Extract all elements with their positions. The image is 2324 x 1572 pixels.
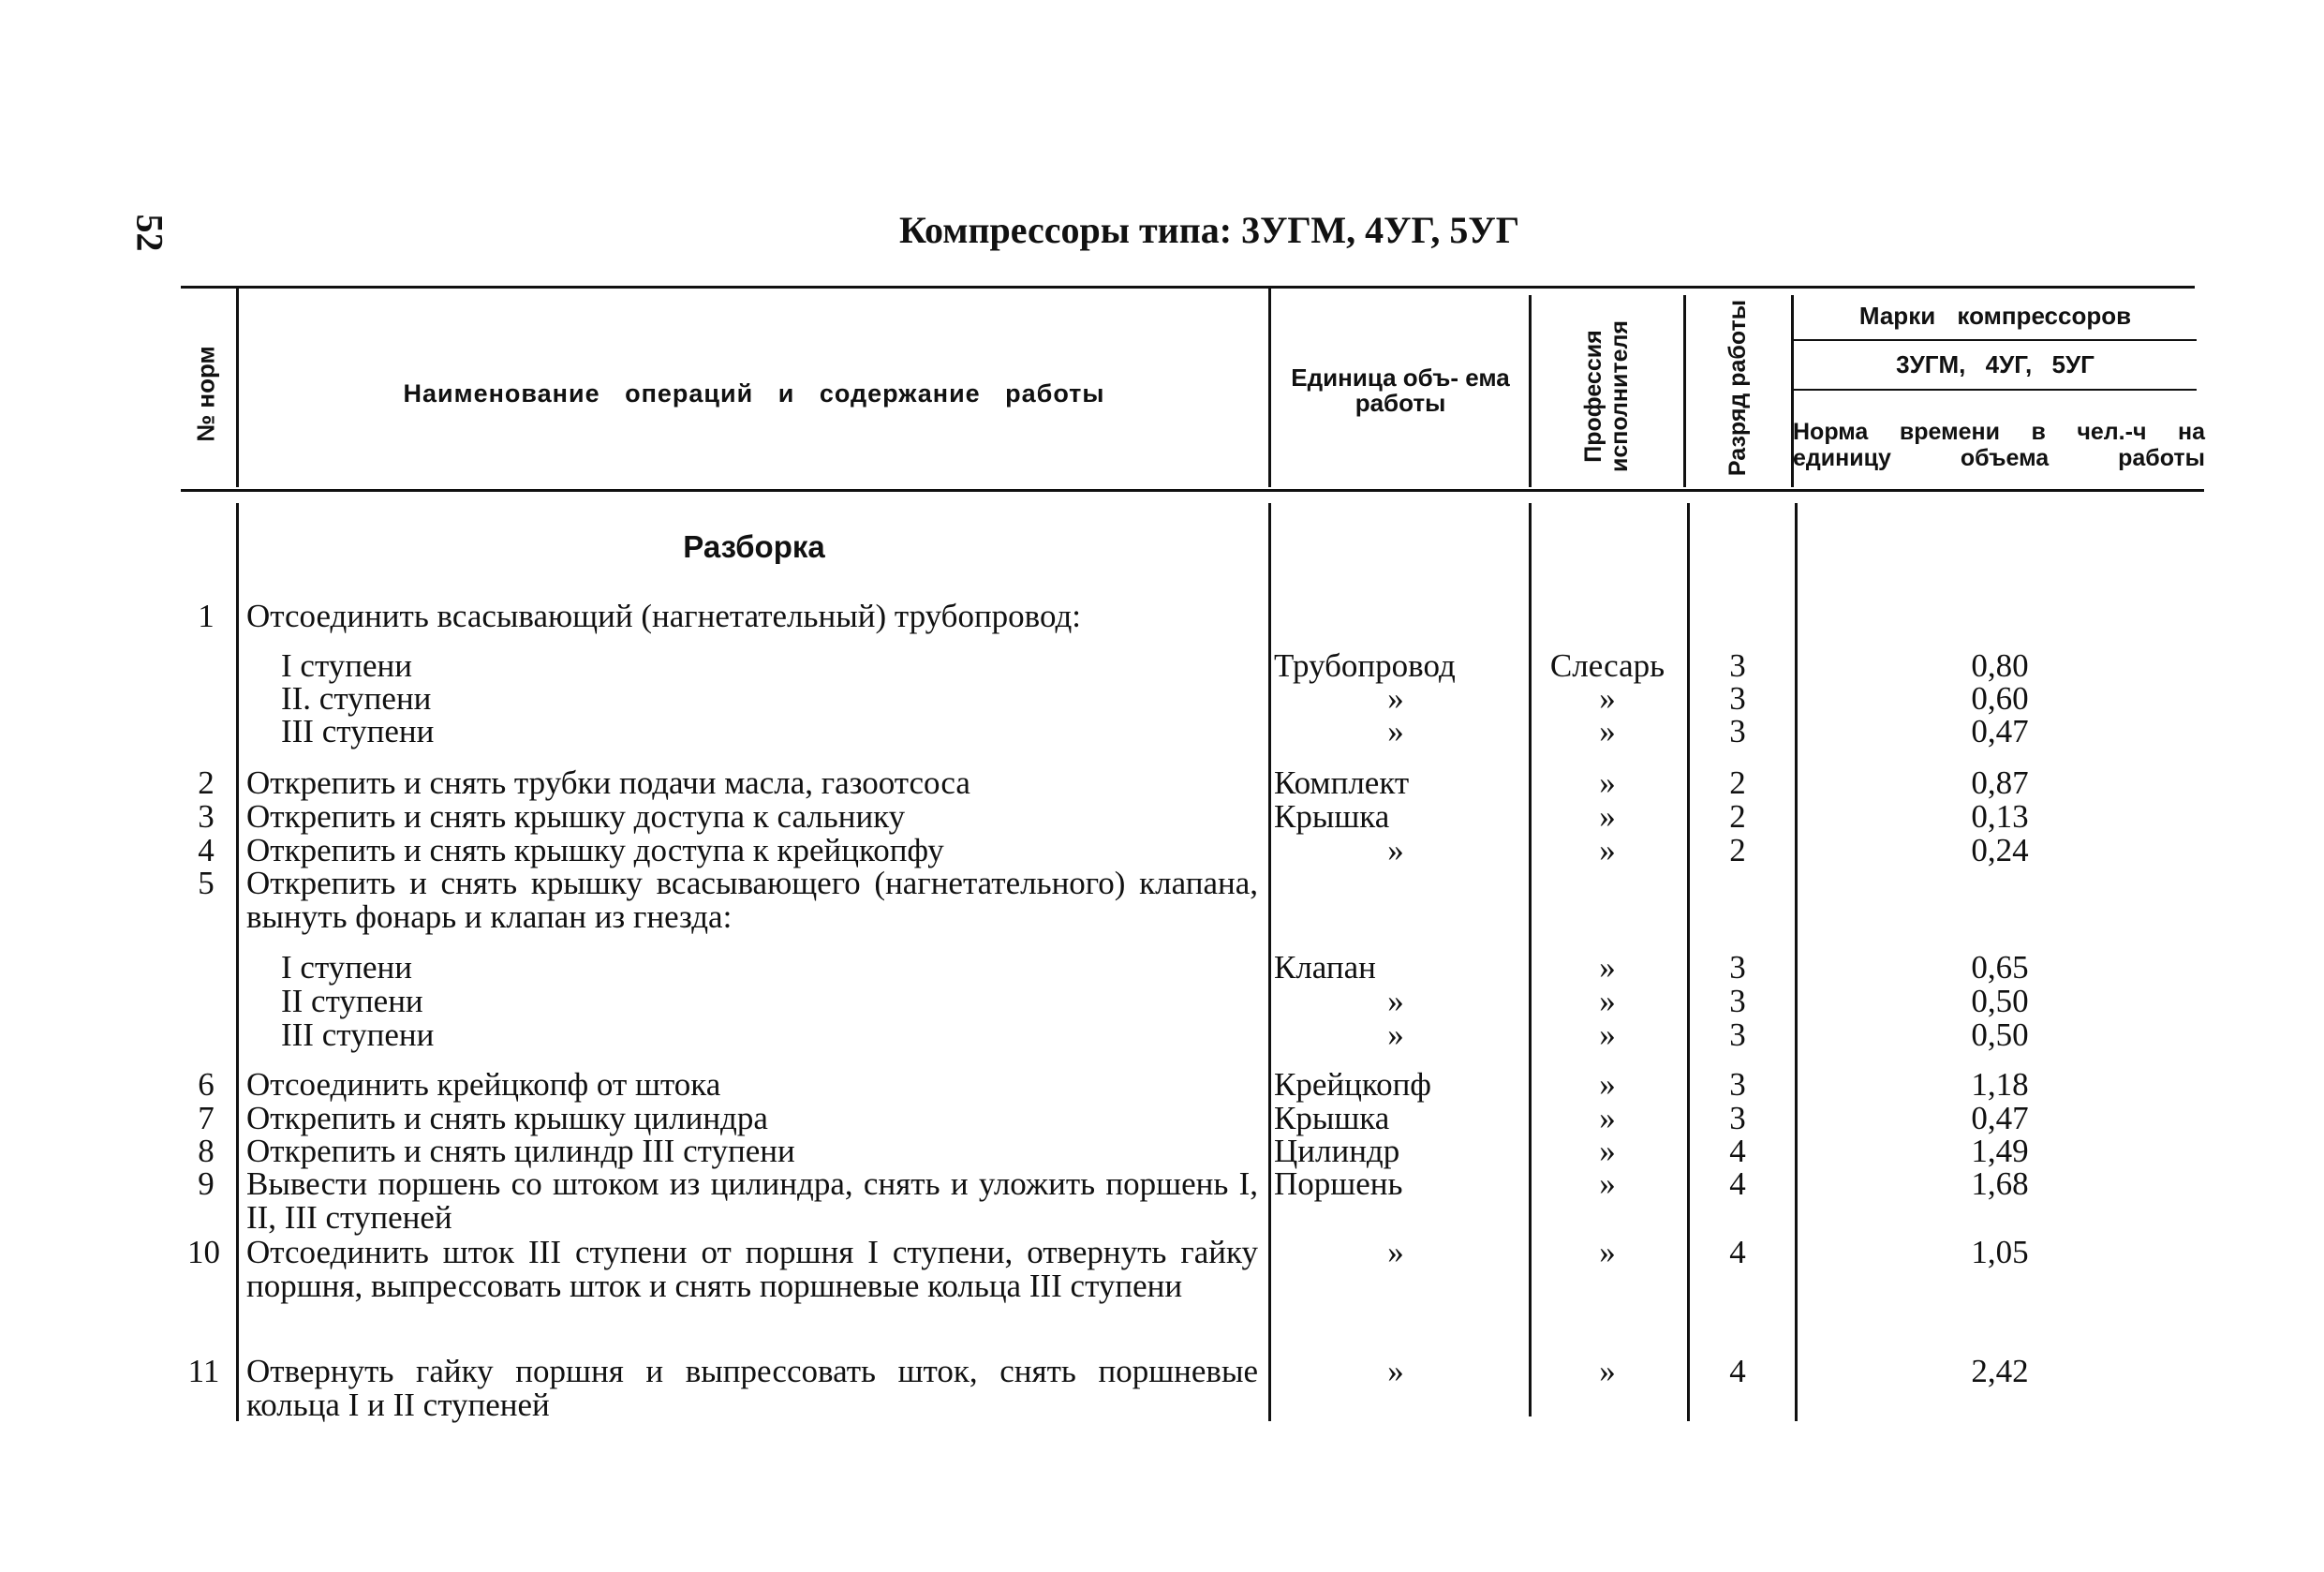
header-bottom-rule [181,489,2204,492]
row-grade: 4 [1729,1133,1746,1169]
row-unit: Комплект [1274,764,1410,801]
row-norm: 0,47 [1971,1100,2029,1136]
row-unit: » [1387,1016,1404,1053]
row-unit: » [1387,1234,1404,1270]
header-name: Наименование операций и содержание работы [403,379,1105,408]
row-norm: 1,05 [1971,1234,2029,1270]
brands-rule [1794,339,2197,341]
row-grade: 3 [1729,680,1746,717]
row-num: 2 [198,764,215,801]
row-grade: 2 [1729,832,1746,868]
row-profession: Слесарь [1549,647,1665,684]
row-profession: » [1599,1353,1616,1389]
header-grade: Разряд работы [1724,299,1751,477]
row-norm: 0,50 [1971,1016,2029,1053]
row-norm: 0,47 [1971,713,2029,749]
row-grade: 3 [1729,1066,1746,1103]
row-num: 7 [198,1100,215,1136]
row-norm: 1,49 [1971,1133,2029,1169]
row-num: 5 [198,865,215,901]
row-num: 6 [198,1066,215,1103]
row-unit: Трубопровод [1274,647,1456,684]
row-grade: 3 [1729,949,1746,986]
col-rule-4-head [1683,295,1686,487]
row-grade: 4 [1729,1353,1746,1389]
row-name: I ступени [281,949,412,986]
row-name: Открепить и снять крышку всасывающего (нагнетательного) клапана, вынуть фонарь и клапан из гнезда: [246,865,1258,935]
row-name: Отсоединить крейцкопф от штока [246,1066,721,1103]
row-profession: » [1599,764,1616,801]
section-title: Разборка [683,529,825,564]
row-profession: » [1599,832,1616,868]
row-name: II ступени [281,983,423,1019]
row-unit: » [1387,1353,1404,1389]
row-unit: » [1387,983,1404,1019]
row-unit: Поршень [1274,1165,1403,1202]
row-norm: 0,50 [1971,983,2029,1019]
row-grade: 4 [1729,1234,1746,1270]
row-name: Отсоединить всасывающий (нагнетательный) трубопровод: [246,598,1081,634]
row-unit: » [1387,832,1404,868]
row-profession: » [1599,1066,1616,1103]
row-num: 8 [198,1133,215,1169]
row-name: Открепить и снять цилиндр III ступени [246,1133,795,1169]
row-profession: » [1599,949,1616,986]
row-profession: » [1599,1133,1616,1169]
row-norm: 1,18 [1971,1066,2029,1103]
row-grade: 2 [1729,764,1746,801]
row-num: 1 [198,598,215,634]
row-profession: » [1599,983,1616,1019]
row-norm: 0,60 [1971,680,2029,717]
row-num: 9 [198,1165,215,1202]
row-grade: 3 [1729,1100,1746,1136]
row-unit: » [1387,680,1404,717]
row-num: 4 [198,832,215,868]
row-unit: Крышка [1274,1100,1390,1136]
row-profession: » [1599,1234,1616,1270]
header-norm: Норма времени в чел.-ч на единицу объема работы [1793,419,2205,471]
row-name: Открепить и снять крышку доступа к крейцкопфу [246,832,944,868]
row-unit: Клапан [1274,949,1376,986]
header-profession: Профессия исполнителя [1580,320,1633,472]
row-name: III ступени [281,1016,435,1053]
header-unit: Единица объ- ема работы [1291,363,1510,418]
row-unit: Крышка [1274,798,1390,835]
row-norm: 0,65 [1971,949,2029,986]
row-grade: 2 [1729,798,1746,835]
col-rule-4 [1687,503,1690,1421]
col-rule-3-head [1529,295,1532,487]
row-norm: 0,13 [1971,798,2029,835]
row-profession: » [1599,713,1616,749]
row-grade: 3 [1729,713,1746,749]
row-profession: » [1599,680,1616,717]
header-num: № норм [191,346,220,442]
table-top-rule [181,286,2195,289]
row-unit: Крейцкопф [1274,1066,1431,1103]
row-name: Открепить и снять крышку доступа к сальнику [246,798,906,835]
row-norm: 0,80 [1971,647,2029,684]
brand-values-rule [1794,389,2197,391]
row-unit: » [1387,713,1404,749]
row-profession: » [1599,1165,1616,1202]
row-num: 10 [187,1234,220,1270]
row-grade: 3 [1729,983,1746,1019]
row-name: I ступени [281,647,412,684]
col-rule-5 [1795,503,1798,1421]
row-name: Отсоединить шток III ступени от поршня I ступени, отвернуть гайку поршня, выпрессовать шток и снять поршневые кольца III ступени [246,1234,1258,1304]
row-profession: » [1599,798,1616,835]
row-name: Открепить и снять крышку цилиндра [246,1100,768,1136]
row-num: 11 [187,1353,220,1389]
col-rule-3 [1529,503,1532,1416]
row-grade: 3 [1729,1016,1746,1053]
row-norm: 2,42 [1971,1353,2029,1389]
col-rule-1 [236,503,239,1421]
row-norm: 1,68 [1971,1165,2029,1202]
row-grade: 4 [1729,1165,1746,1202]
row-norm: 0,87 [1971,764,2029,801]
row-norm: 0,24 [1971,832,2029,868]
row-name: II. ступени [281,680,432,717]
row-profession: » [1599,1016,1616,1053]
row-name: Открепить и снять трубки подачи масла, газоотсоса [246,764,970,801]
row-unit: Цилиндр [1274,1133,1400,1169]
col-rule-2 [1268,503,1271,1421]
header-brands: Марки компрессоров [1858,302,2132,330]
header-brand-values: 3УГМ, 4УГ, 5УГ [1896,350,2095,378]
page-number: 52 [128,214,171,252]
page-title: Компрессоры типа: 3УГМ, 4УГ, 5УГ [899,209,1520,251]
row-profession: » [1599,1100,1616,1136]
row-num: 3 [198,798,215,835]
row-name: Отвернуть гайку поршня и выпрессовать шток, снять поршневые кольца I и II ступеней [246,1353,1258,1423]
row-grade: 3 [1729,647,1746,684]
row-name: Вывести поршень со штоком из цилиндра, снять и уложить поршень I, II, III ступеней [246,1165,1258,1236]
row-name: III ступени [281,713,435,749]
